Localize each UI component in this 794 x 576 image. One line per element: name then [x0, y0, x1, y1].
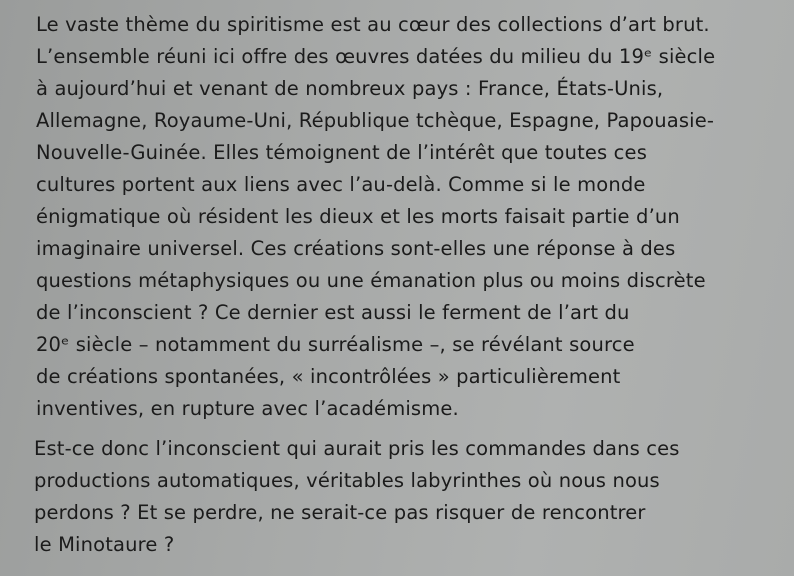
text-line: questions métaphysiques ou une émanation plus ou moins discrète [36, 269, 706, 292]
text-line: Allemagne, Royaume-Uni, République tchèque, Espagne, Papouasie- [36, 109, 715, 132]
text-line: énigmatique où résident les dieux et les morts faisait partie d’un [36, 205, 680, 228]
text-line: Nouvelle-Guinée. Elles témoignent de l’intérêt que toutes ces [36, 141, 648, 164]
text-line: de créations spontanées, « incontrôlées » particulièrement [36, 365, 621, 388]
text-line: Est-ce donc l’inconscient qui aurait pris les commandes dans ces [34, 437, 680, 460]
text-line: imaginaire universel. Ces créations sont-elles une réponse à des [36, 237, 676, 260]
text-line: 20ᵉ siècle – notamment du surréalisme –, se révélant source [36, 333, 635, 356]
text-line: Le vaste thème du spiritisme est au cœur des collections d’art brut. [36, 13, 710, 36]
text-line: de l’inconscient ? Ce dernier est aussi le ferment de l’art du [36, 301, 630, 324]
text-line: inventives, en rupture avec l’académisme. [36, 397, 459, 420]
text-line: productions automatiques, véritables labyrinthes où nous nous [34, 469, 660, 492]
text-line: L’ensemble réuni ici offre des œuvres datées du milieu du 19ᵉ siècle [36, 45, 716, 68]
text-line: le Minotaure ? [34, 533, 175, 556]
text-line: à aujourd’hui et venant de nombreux pays : France, États-Unis, [36, 77, 664, 100]
text-line: perdons ? Et se perdre, ne serait-ce pas risquer de rencontrer [34, 501, 646, 524]
text-line: cultures portent aux liens avec l’au-delà. Comme si le monde [36, 173, 646, 196]
